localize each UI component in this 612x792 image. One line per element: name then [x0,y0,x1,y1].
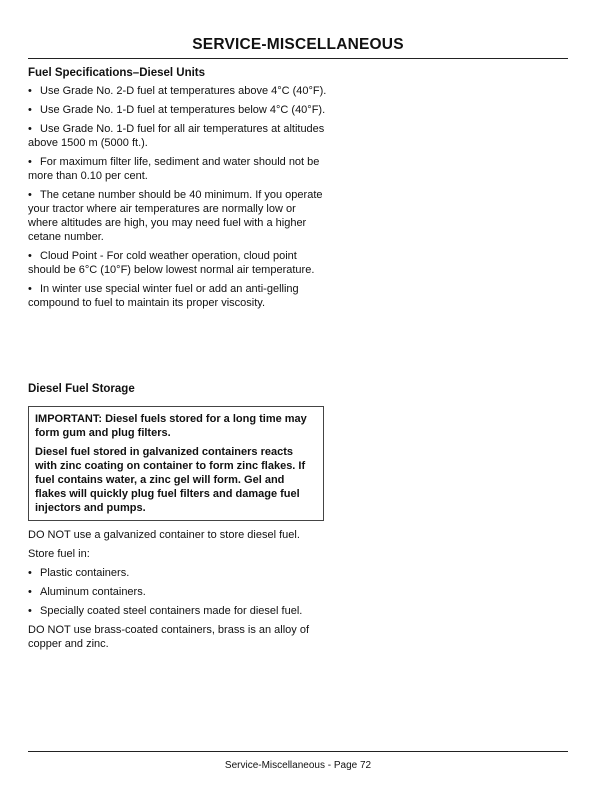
bullet-icon: • [28,605,32,617]
diesel-fuel-storage-heading-wrap [28,382,328,396]
do-not-galvanized-text: DO NOT use a galvanized container to store diesel fuel. [28,529,300,541]
fuel-specifications-section [28,66,328,315]
store-fuel-in-text: Store fuel in: [28,548,90,560]
list-item: • Use Grade No. 2-D fuel at temperatures above 4°C (40°F). [28,85,327,97]
bullet-icon: • [28,567,32,579]
footer-divider [28,751,568,752]
storage-instructions [28,528,328,656]
container-list [28,566,328,618]
list-item: • Use Grade No. 1-D fuel for all air temperatures at altitudes above 1500 m (5000 ft.). [28,123,325,149]
list-item: • Specially coated steel containers made for diesel fuel. [28,605,303,617]
bullet-icon: • [28,123,32,135]
list-item: • Aluminum containers. [28,586,146,598]
diesel-fuel-storage-heading: Diesel Fuel Storage [28,383,135,395]
bullet-icon: • [28,189,32,201]
bullet-icon: • [28,586,32,598]
title-divider [28,58,568,59]
list-item: • Plastic containers. [28,567,130,579]
page-footer: Service-Miscellaneous - Page 72 [224,760,372,771]
page-title: SERVICE-MISCELLANEOUS [192,36,404,53]
list-item: • Cloud Point - For cold weather operation, cloud point should be 6°C (10°F) below lowest normal air temperature. [28,250,315,276]
bullet-icon: • [28,104,32,116]
bullet-icon: • [28,85,32,97]
bullet-icon: • [28,283,32,295]
bullet-icon: • [28,156,32,168]
list-item: • Use Grade No. 1-D fuel at temperatures below 4°C (40°F). [28,104,326,116]
bullet-icon: • [28,250,32,262]
list-item: • The cetane number should be 40 minimum. If you operate your tractor where air temperatures are normally low or where altitudes are high, you may need fuel with a higher cetane number. [28,189,323,243]
important-notice-line: Diesel fuel stored in galvanized containers reacts with zinc coating on container to form zinc flakes. If fuel contains water, a zinc gel will form. Gel and flakes will quickly plug fuel filters and damage fuel injectors and pumps. [35,446,306,514]
list-item: • For maximum filter life, sediment and water should not be more than 0.10 per cent. [28,156,320,182]
important-notice-box [28,406,324,521]
important-notice-line: IMPORTANT: Diesel fuels stored for a long time may form gum and plug filters. [35,413,307,439]
fuel-specifications-list [28,84,328,310]
fuel-specifications-heading: Fuel Specifications–Diesel Units [28,67,206,79]
do-not-brass-text: DO NOT use brass-coated containers, brass is an alloy of copper and zinc. [28,624,310,650]
list-item: • In winter use special winter fuel or add an anti-gelling compound to fuel to maintain its proper viscosity. [28,283,299,309]
